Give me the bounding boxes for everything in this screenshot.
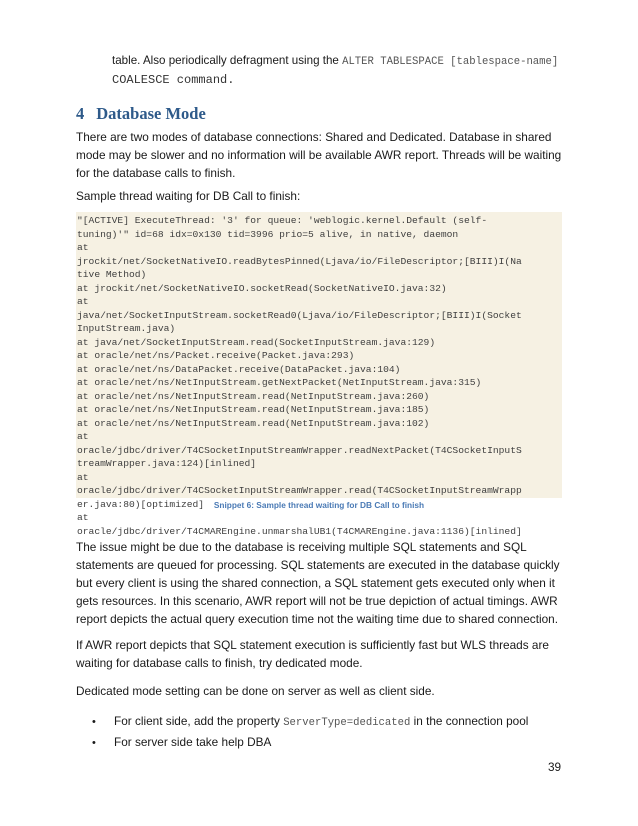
bullet-text-tail: in the connection pool <box>410 714 529 728</box>
code-line: at oracle/net/ns/NetInputStream.read(NetInputStream.java:102) <box>77 417 430 429</box>
code-line: java/net/SocketInputStream.socketRead0(Ljava/io/FileDescriptor;[BIII)I(Socket <box>77 309 522 321</box>
top-paragraph-text: table. Also periodically defragment using the <box>112 54 343 67</box>
section-title: Database Mode <box>96 104 206 123</box>
top-paragraph-tail: command. <box>169 73 235 87</box>
code-line: at oracle/net/ns/NetInputStream.read(NetInputStream.java:260) <box>77 390 430 402</box>
issue-paragraph: The issue might be due to the database is receiving multiple SQL statements and SQL statements are queued for processing. SQL statements are executed in the database quickly but every client is using the shared connection, a SQL statement gets executed only when it gets resources. In this scenario, AWR report will not be true depiction of actual timings. AWR report depicts the actual query execution time not the waiting time due to shared connection. <box>76 540 560 626</box>
code-line: at jrockit/net/SocketNativeIO.socketRead(SocketNativeIO.java:32) <box>77 282 447 294</box>
code-line: at oracle/net/ns/NetInputStream.getNextPacket(NetInputStream.java:315) <box>77 377 482 388</box>
section-number: 4 <box>76 104 85 123</box>
code-line: at <box>77 471 89 483</box>
code-line: oracle/jdbc/driver/T4CSocketInputStreamWrapper.readNextPacket(T4CSocketInputS <box>77 444 522 456</box>
bullet-list <box>76 712 566 753</box>
code-line: tive Method) <box>77 269 147 280</box>
code-line: at oracle/net/ns/DataPacket.receive(DataPacket.java:104) <box>77 363 401 375</box>
code-line: InputStream.java) <box>77 323 176 334</box>
code-line: at oracle/net/ns/Packet.receive(Packet.java:293) <box>77 350 355 361</box>
dedicated-paragraph: Dedicated mode setting can be done on server as well as client side. <box>76 684 435 698</box>
page-number: 39 <box>548 760 562 774</box>
code-line: at oracle/net/ns/NetInputStream.read(NetInputStream.java:185) <box>77 404 430 415</box>
snippet-caption: Snippet 6: Sample thread waiting for DB Call to finish <box>213 500 425 510</box>
list-item <box>76 712 566 733</box>
code-line: at <box>77 431 89 442</box>
code-snippet <box>77 214 563 538</box>
bullet-icon: • <box>92 737 96 749</box>
top-paragraph <box>112 52 582 89</box>
bullet-text: For server side take help DBA <box>114 735 272 749</box>
list-item <box>76 733 566 753</box>
code-line: at <box>77 242 89 253</box>
code-line: oracle/jdbc/driver/T4CMAREngine.unmarshalUB1(T4CMAREngine.java:1136)[inlined] <box>77 525 522 537</box>
code-line: er.java:80)[optimized] <box>77 498 205 510</box>
inline-code-coalesce: COALESCE <box>112 73 170 87</box>
section-heading <box>76 104 206 124</box>
code-line: at <box>77 296 89 307</box>
bullet-text: For client side, add the property <box>114 714 284 728</box>
intro-paragraph: There are two modes of database connections: Shared and Dedicated. Database in shared mode may be slower and no information will be available AWR report. Threads will be waiting for the database calls to finish. <box>76 130 562 180</box>
code-line: at <box>77 512 89 523</box>
code-line: tuning)'" id=68 idx=0x130 tid=3996 prio=5 alive, in native, daemon <box>77 228 459 240</box>
code-line: at java/net/SocketInputStream.read(SocketInputStream.java:129) <box>77 336 436 348</box>
code-line: jrockit/net/SocketNativeIO.readBytesPinned(Ljava/io/FileDescriptor;[BIII)I(Na <box>77 255 522 267</box>
awr-paragraph: If AWR report depicts that SQL statement execution is sufficiently fast but WLS threads are waiting for database calls to finish, try dedicated mode. <box>76 638 549 670</box>
sample-label: Sample thread waiting for DB Call to finish: <box>76 189 301 203</box>
bullet-icon: • <box>92 716 96 728</box>
code-line: treamWrapper.java:124)[inlined] <box>77 458 257 469</box>
inline-code-alter-tablespace: ALTER TABLESPACE [tablespace-name] <box>342 56 559 68</box>
inline-code-servertype: ServerType=dedicated <box>283 717 411 729</box>
code-line: oracle/jdbc/driver/T4CSocketInputStreamWrapper.read(T4CSocketInputStreamWrapp <box>77 485 522 496</box>
code-line: "[ACTIVE] ExecuteThread: '3' for queue: 'weblogic.kernel.Default (self- <box>77 215 488 226</box>
